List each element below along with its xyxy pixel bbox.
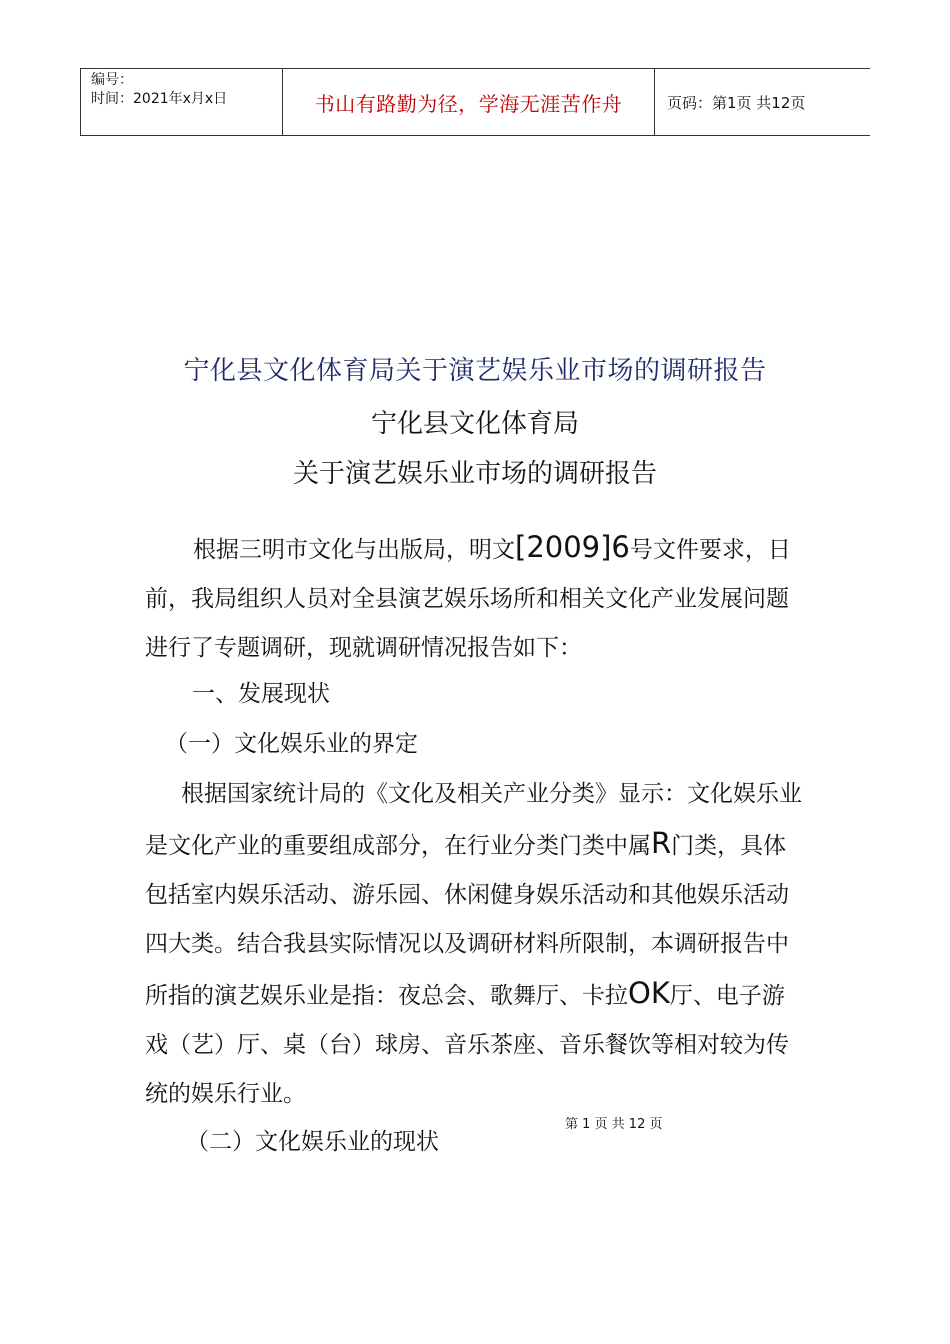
document-time-label: 时间：2021年x月x日 xyxy=(91,91,228,107)
document-number-label: 编号： xyxy=(91,72,133,88)
category-code-r: R xyxy=(651,826,672,860)
header-table xyxy=(80,68,870,136)
paragraph-intro xyxy=(145,523,805,673)
paragraph-intro-part-b: 号文件要求，日前，我局组织人员对全县演艺娱乐场所和相关文化产业发展问题进行了专题调研，现就调研情况报告如下： xyxy=(145,537,791,661)
document-subtitle-org: 宁化县文化体育局 xyxy=(370,409,579,439)
karaoke-ok-text: OK xyxy=(628,976,670,1010)
header-motto: 书山有路勤为径，学海无涯苦作舟 xyxy=(283,69,655,135)
header-meta-cell xyxy=(81,69,283,135)
paragraph-definition-part-c: 厅、电子游戏（艺）厅、桌（台）球房、音乐茶座、音乐餐饮等相对较为传统的娱乐行业。 xyxy=(145,983,789,1107)
document-title: 宁化县文化体育局关于演艺娱乐业市场的调研报告 xyxy=(183,356,767,386)
paragraph-definition-part-b: 门类，具体包括室内娱乐活动、游乐园、休闲健身娱乐活动和其他娱乐活动四大类。结合我县实际情况以及调研材料所限制，本调研报告中所指的演艺娱乐业是指：夜总会、歌舞厅、卡拉 xyxy=(145,833,789,1009)
paragraph-definition xyxy=(145,770,805,1119)
section-heading-status: 一、发展现状 xyxy=(192,681,330,707)
paragraph-definition-part-a: 根据国家统计局的《文化及相关产业分类》显示：文化娱乐业是文化产业的重要组成部分，在行业分类门类中属 xyxy=(145,781,802,859)
subsection-heading-current: （二）文化娱乐业的现状 xyxy=(186,1129,439,1155)
document-reference-number: [2009]6 xyxy=(515,530,630,564)
subsection-heading-definition: （一）文化娱乐业的界定 xyxy=(165,731,418,757)
header-page-number: 页码：第1页 共12页 xyxy=(667,93,806,112)
footer-page-number: 第 1 页 共 12 页 xyxy=(565,1117,663,1132)
paragraph-intro-part-a: 根据三明市文化与出版局，明文 xyxy=(193,537,515,563)
document-subtitle-topic: 关于演艺娱乐业市场的调研报告 xyxy=(292,459,657,489)
